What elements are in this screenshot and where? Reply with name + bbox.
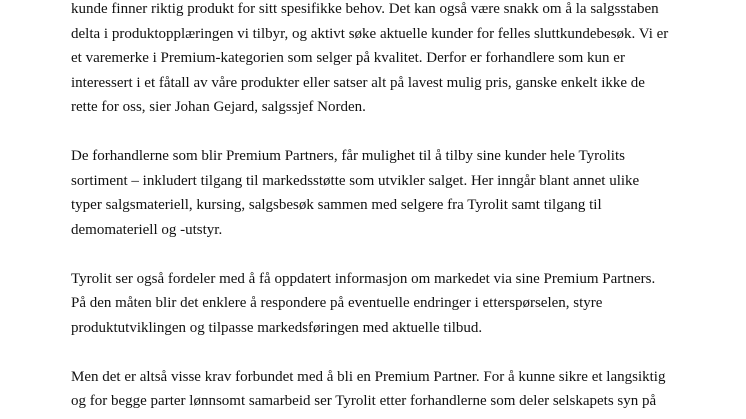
paragraph-3-line-3: produktutviklingen og tilpasse markedsføringen med aktuelle tilbud. bbox=[71, 320, 483, 336]
paragraph-1-line-3: et varemerke i Premium-kategorien som selger på kvalitet. Derfor er forhandlere som kun er bbox=[71, 50, 625, 66]
paragraph-1-line-2: delta i produktopplæringen vi tilbyr, og aktivt søke aktuelle kunder for felles sluttkundebesøk. Vi er bbox=[71, 26, 669, 42]
paragraph-2-line-4: demomateriell og -utstyr. bbox=[71, 222, 223, 238]
paragraph-1-line-5: rette for oss, sier Johan Gejard, salgssjef Norden. bbox=[71, 99, 366, 115]
paragraph-4-line-2: og for begge parter lønnsomt samarbeid ser Tyrolit etter forhandlerne som deler selskapets syn på bbox=[71, 393, 657, 409]
paragraph-1-line-4: interessert i et fåtall av våre produkter eller satser alt på lavest mulig pris, ganske enkelt ikke de bbox=[71, 75, 645, 91]
paragraph-2-line-2: sortiment – inkludert tilgang til markedsstøtte som utvikler salget. Her inngår blant annet ulike bbox=[71, 173, 640, 189]
paragraph-4-line-1: Men det er altså visse krav forbundet med å bli en Premium Partner. For å kunne sikre et langsiktig bbox=[71, 369, 666, 385]
paragraph-3-line-2: På den måten blir det enklere å respondere på eventuelle endringer i etterspørselen, styre bbox=[71, 295, 603, 311]
paragraph-2-line-1: De forhandlerne som blir Premium Partners, får mulighet til å tilby sine kunder hele Tyrolits bbox=[71, 148, 625, 164]
paragraph-1-line-1: kunde finner riktig produkt for sitt spesifikke behov. Det kan også være snakk om å la salgsstaben bbox=[71, 1, 659, 17]
paragraph-2-line-3: typer salgsmateriell, kursing, salgsbesøk sammen med selgere fra Tyrolit samt tilgang til bbox=[71, 197, 602, 213]
paragraph-3-line-1: Tyrolit ser også fordeler med å få oppdatert informasjon om markedet via sine Premium Partners. bbox=[71, 271, 656, 287]
